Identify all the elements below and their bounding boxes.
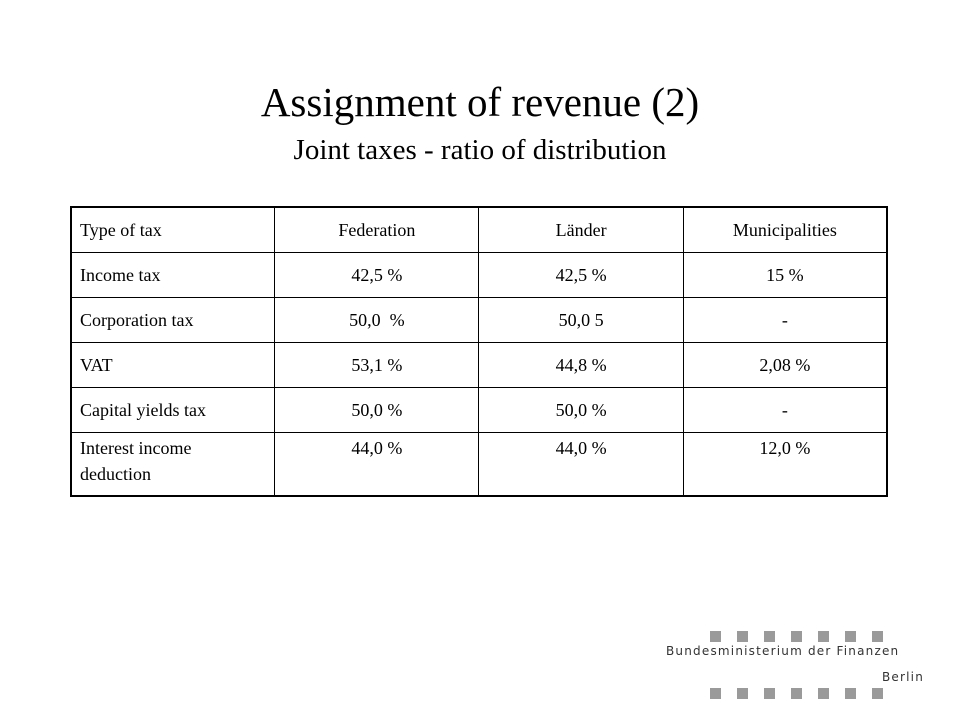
logo-square-row-top xyxy=(710,631,883,642)
logo-square xyxy=(791,688,802,699)
logo-square xyxy=(818,631,829,642)
laender-share-cell: 42,5 % xyxy=(479,253,683,298)
header-laender: Länder xyxy=(479,207,683,253)
logo-square xyxy=(710,688,721,699)
laender-share-cell: 50,0 5 xyxy=(479,298,683,343)
logo-square xyxy=(710,631,721,642)
ministry-logo xyxy=(664,628,934,712)
slide-subtitle: Joint taxes - ratio of distribution xyxy=(293,134,667,166)
distribution-table xyxy=(70,206,888,497)
tax-type-cell: Capital yields tax xyxy=(71,388,275,433)
laender-share-cell: 44,8 % xyxy=(479,343,683,388)
logo-city-name: Berlin xyxy=(882,670,925,684)
tax-type-cell: Interest income deduction xyxy=(71,433,275,497)
logo-square xyxy=(764,688,775,699)
federation-share-cell: 42,5 % xyxy=(275,253,479,298)
municipalities-share-cell: - xyxy=(683,298,887,343)
laender-share-cell: 44,0 % xyxy=(479,433,683,497)
table-row xyxy=(71,298,887,343)
table-row xyxy=(71,388,887,433)
logo-square xyxy=(818,688,829,699)
municipalities-share-cell: 12,0 % xyxy=(683,433,887,497)
logo-square-row-bottom xyxy=(710,688,883,699)
tax-type-cell: Income tax xyxy=(71,253,275,298)
logo-square xyxy=(872,631,883,642)
logo-ministry-name: Bundesministerium der Finanzen xyxy=(666,644,900,658)
header-type-of-tax: Type of tax xyxy=(71,207,275,253)
table-header-row xyxy=(71,207,887,253)
logo-square xyxy=(737,631,748,642)
federation-share-cell: 50,0 % xyxy=(275,298,479,343)
federation-share-cell: 50,0 % xyxy=(275,388,479,433)
header-municipalities: Municipalities xyxy=(683,207,887,253)
logo-square xyxy=(764,631,775,642)
table-row xyxy=(71,343,887,388)
logo-square xyxy=(791,631,802,642)
table-row xyxy=(71,253,887,298)
tax-type-cell: VAT xyxy=(71,343,275,388)
tax-type-cell: Corporation tax xyxy=(71,298,275,343)
federation-share-cell: 53,1 % xyxy=(275,343,479,388)
laender-share-cell: 50,0 % xyxy=(479,388,683,433)
logo-square xyxy=(845,688,856,699)
federation-share-cell: 44,0 % xyxy=(275,433,479,497)
logo-square xyxy=(872,688,883,699)
slide-title: Assignment of revenue (2) xyxy=(260,79,700,125)
municipalities-share-cell: 2,08 % xyxy=(683,343,887,388)
logo-square xyxy=(845,631,856,642)
table-row xyxy=(71,433,887,497)
header-federation: Federation xyxy=(275,207,479,253)
municipalities-share-cell: 15 % xyxy=(683,253,887,298)
logo-square xyxy=(737,688,748,699)
municipalities-share-cell: - xyxy=(683,388,887,433)
